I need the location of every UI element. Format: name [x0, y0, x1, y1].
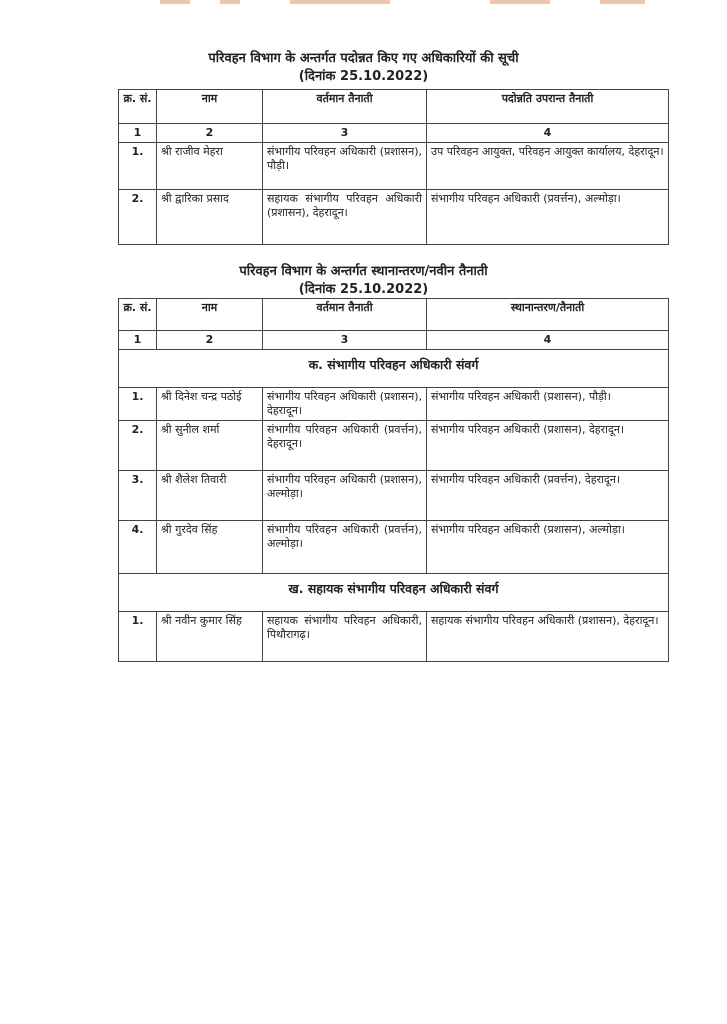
- col-header-name: नाम: [157, 90, 263, 124]
- serial-cell: 3.: [119, 471, 157, 521]
- section-header-row: [119, 350, 669, 388]
- new-posting-cell: संभागीय परिवहन अधिकारी (प्रवर्त्तन), अल्मोड़ा।: [427, 190, 669, 245]
- table-row: [119, 421, 669, 471]
- current-posting-cell: सहायक संभागीय परिवहन अधिकारी, पिथौरागढ़।: [263, 612, 427, 662]
- current-posting-cell: संभागीय परिवहन अधिकारी (प्रवर्त्तन), अल्मोड़ा।: [263, 521, 427, 574]
- serial-cell: 1.: [119, 143, 157, 190]
- index-cell: 4: [427, 331, 669, 350]
- index-cell: 3: [263, 331, 427, 350]
- current-posting-cell: सहायक संभागीय परिवहन अधिकारी (प्रशासन), देहरादून।: [263, 190, 427, 245]
- table-row: [119, 471, 669, 521]
- section-a-title: क. संभागीय परिवहन अधिकारी संवर्ग: [119, 350, 669, 388]
- table-row: [119, 388, 669, 421]
- table-header-row: [119, 299, 669, 331]
- transfer-table: [118, 298, 669, 662]
- index-cell: 2: [157, 331, 263, 350]
- name-cell: श्री गुरदेव सिंह: [157, 521, 263, 574]
- name-cell: श्री दिनेश चन्द्र पठोई: [157, 388, 263, 421]
- index-cell: 2: [157, 124, 263, 143]
- column-index-row: [119, 331, 669, 350]
- table-row: [119, 612, 669, 662]
- new-posting-cell: संभागीय परिवहन अधिकारी (प्रशासन), देहरादून।: [427, 421, 669, 471]
- name-cell: श्री नवीन कुमार सिंह: [157, 612, 263, 662]
- table-row: [119, 143, 669, 190]
- index-cell: 1: [119, 331, 157, 350]
- serial-cell: 2.: [119, 421, 157, 471]
- transfer-list-title: परिवहन विभाग के अन्तर्गत स्थानान्तरण/नवीन तैनाती: [239, 264, 488, 279]
- table-header-row: [119, 90, 669, 124]
- new-posting-cell: संभागीय परिवहन अधिकारी (प्रवर्त्तन), देहरादून।: [427, 471, 669, 521]
- col-header-name: नाम: [157, 299, 263, 331]
- col-header-new-posting: पदोन्नति उपरान्त तैनाती: [427, 90, 669, 124]
- col-header-transfer-posting: स्थानान्तरण/तैनाती: [427, 299, 669, 331]
- col-header-current-posting: वर्तमान तैनाती: [263, 299, 427, 331]
- section-b-title: ख. सहायक संभागीय परिवहन अधिकारी संवर्ग: [119, 574, 669, 612]
- serial-cell: 1.: [119, 612, 157, 662]
- col-header-current-posting: वर्तमान तैनाती: [263, 90, 427, 124]
- serial-cell: 4.: [119, 521, 157, 574]
- cropped-letterhead-strip: [160, 0, 650, 6]
- serial-cell: 1.: [119, 388, 157, 421]
- promotion-list-date: (दिनांक 25.10.2022): [298, 69, 429, 84]
- col-header-serial: क्र. सं.: [119, 299, 157, 331]
- current-posting-cell: संभागीय परिवहन अधिकारी (प्रशासन), पौड़ी।: [263, 143, 427, 190]
- section-header-row: [119, 574, 669, 612]
- new-posting-cell: संभागीय परिवहन अधिकारी (प्रशासन), पौड़ी।: [427, 388, 669, 421]
- index-cell: 1: [119, 124, 157, 143]
- name-cell: श्री राजीव मेहरा: [157, 143, 263, 190]
- current-posting-cell: संभागीय परिवहन अधिकारी (प्रशासन), देहरादून।: [263, 388, 427, 421]
- transfer-list-date: (दिनांक 25.10.2022): [298, 282, 429, 297]
- new-posting-cell: सहायक संभागीय परिवहन अधिकारी (प्रशासन), देहरादून।: [427, 612, 669, 662]
- promotion-list-title: परिवहन विभाग के अन्तर्गत पदोन्नत किए गए अधिकारियों की सूची: [208, 51, 519, 66]
- name-cell: श्री द्वारिका प्रसाद: [157, 190, 263, 245]
- current-posting-cell: संभागीय परिवहन अधिकारी (प्रवर्त्तन), देहरादून।: [263, 421, 427, 471]
- name-cell: श्री सुनील शर्मा: [157, 421, 263, 471]
- index-cell: 4: [427, 124, 669, 143]
- table-row: [119, 521, 669, 574]
- col-header-serial: क्र. सं.: [119, 90, 157, 124]
- index-cell: 3: [263, 124, 427, 143]
- name-cell: श्री शैलेश तिवारी: [157, 471, 263, 521]
- new-posting-cell: उप परिवहन आयुक्त, परिवहन आयुक्त कार्यालय, देहरादून।: [427, 143, 669, 190]
- table-row: [119, 190, 669, 245]
- new-posting-cell: संभागीय परिवहन अधिकारी (प्रशासन), अल्मोड़ा।: [427, 521, 669, 574]
- current-posting-cell: संभागीय परिवहन अधिकारी (प्रशासन), अल्मोड़ा।: [263, 471, 427, 521]
- serial-cell: 2.: [119, 190, 157, 245]
- column-index-row: [119, 124, 669, 143]
- promotion-table: [118, 89, 669, 245]
